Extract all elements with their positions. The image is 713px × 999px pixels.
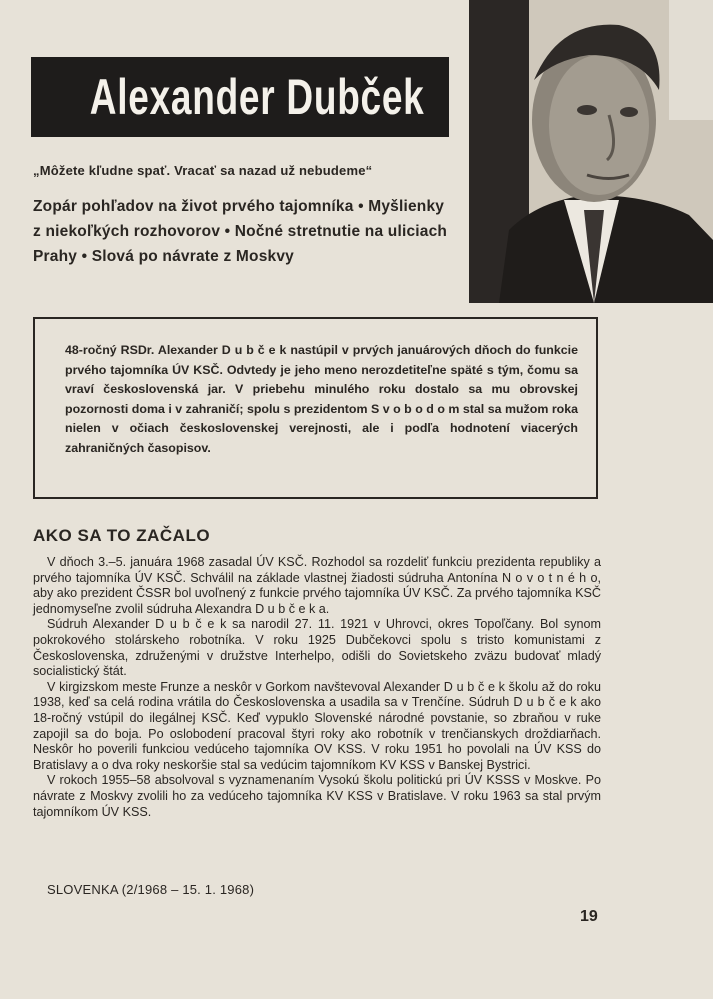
- article-title: [31, 57, 449, 137]
- paragraph: V kirgizskom meste Frunze a neskôr v Gorkom navštevoval Alexander D u b č e k školu až do roku 1938, keď sa celá rodina vrátila do Československa a usadila sa v Trenčíne. Súdruh D u b č e k ako 18-ročný vstúpil do ilegálnej KSČ. Keď vypuklo Slovenské národné povstanie, so zbraňou v ruke zapojil sa do boja. Po oslobodení pracoval štyri roky ako robotník v trenčianskych droždiarňach. Neskôr ho poverili funkciou vedúceho tajomníka OV KSS. V roku 1951 ho povolali na ÚV KSS do Bratislavy a o dva roky neskoršie stal sa vedúcim tajomníkom KV KSS v Banskej Bystrici.: [33, 679, 601, 772]
- summary-text: 48-ročný RSDr. Alexander D u b č e k nastúpil v prvých januárových dňoch do funkcie prvého tajomníka ÚV KSČ. Odvtedy je jeho meno nerozdetiteľne späté s tým, čomu sa vraví československá jar. V priebehu minulého roku dostalo sa mu obrovskej pozornosti doma i v zahraničí; spolu s prezidentom S v o b o d o m stal sa mužom roka nielen v očiach československej verejnosti, ale i podľa hodnotení viacerých zahraničných časopisov.: [65, 343, 578, 455]
- portrait-icon: [469, 0, 713, 303]
- page-number: 19: [580, 908, 598, 925]
- source-citation: SLOVENKA (2/1968 – 15. 1. 1968): [47, 882, 255, 897]
- paragraph: V dňoch 3.–5. januára 1968 zasadal ÚV KSČ. Rozhodol sa rozdeliť funkciu prezidenta republiky a prvého tajomníka ÚV KSČ. Schválil na základe vlastnej žiadosti súdruha Antonína N o v o t n é h o, aby ako prezident ČSSR bol uvoľnený z funkcie prvého tajomníka ÚV KSČ. Za prvého tajomníka KSČ jednomyseľne zvolil súdruha Alexandra D u b č e k a.: [33, 555, 601, 616]
- section-heading: AKO SA TO ZAČALO: [33, 526, 211, 545]
- paragraph: Súdruh Alexander D u b č e k sa narodil 27. 11. 1921 v Uhrovci, okres Topoľčany. Bol synom pokrokového stolárskeho robotníka. V roku 1925 Dubčekovci spolu s tristo komunistami z Československa, združenými v družstve Interhelpo, odišli do Sovietskeho zväzu budovať mladý socialistický štát.: [33, 617, 601, 679]
- article-title-text: Alexander Dubček: [89, 69, 425, 125]
- portrait-photo: [469, 0, 713, 303]
- lead-quote: „Môžete kľudne spať. Vracať sa nazad už nebudeme“: [33, 163, 373, 178]
- paragraph: V rokoch 1955–58 absolvoval s vyznamenaním Vysokú školu politickú pri ÚV KSSS v Moskve. Po návrate z Moskvy zvolili ho za vedúceho tajomníka KV KSS v Bratislave. V roku 1963 sa stal prvým tajomníkom ÚV KSS.: [33, 773, 601, 819]
- article-body: [33, 555, 601, 820]
- subheadings: Zopár pohľadov na život prvého tajomníka • Myšlienky z niekoľkých rozhovorov • Nočné stretnutie na uliciach Prahy • Slová po návrate z Moskvy: [33, 198, 448, 265]
- summary-box: [33, 317, 598, 499]
